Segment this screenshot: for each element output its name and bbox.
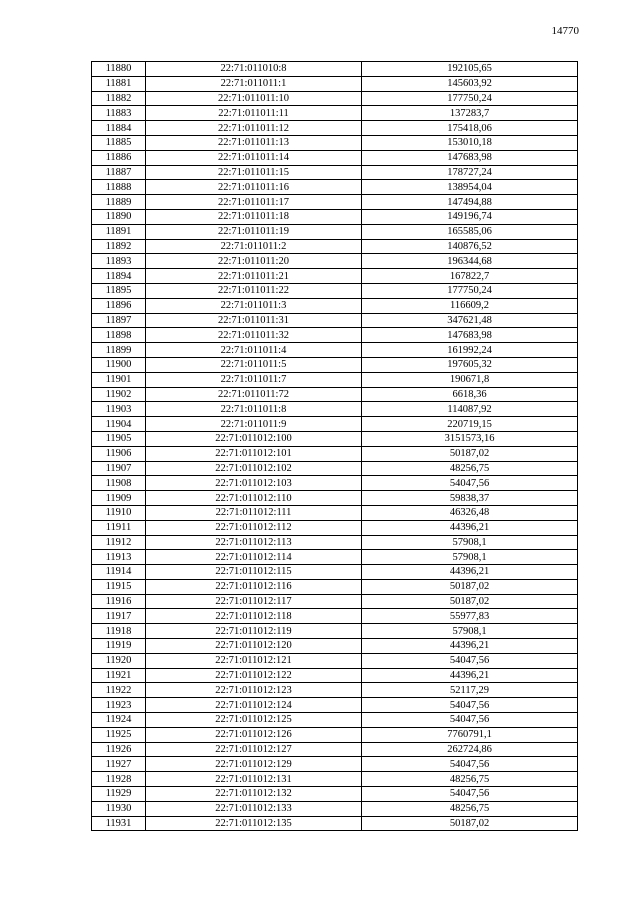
value-cell: 46326,48	[362, 505, 578, 520]
row-number-cell: 11895	[92, 283, 146, 298]
cadastral-number-cell: 22:71:011011:4	[146, 343, 362, 358]
value-cell: 116609,2	[362, 298, 578, 313]
cadastral-number-cell: 22:71:011012:125	[146, 713, 362, 728]
table-row	[92, 491, 578, 506]
cadastral-number-cell: 22:71:011011:1	[146, 76, 362, 91]
registry-table-body	[92, 62, 578, 831]
row-number-cell: 11915	[92, 579, 146, 594]
value-cell: 262724,86	[362, 742, 578, 757]
value-cell: 50187,02	[362, 579, 578, 594]
value-cell: 177750,24	[362, 283, 578, 298]
table-row	[92, 535, 578, 550]
row-number-cell: 11902	[92, 387, 146, 402]
value-cell: 153010,18	[362, 135, 578, 150]
table-row	[92, 742, 578, 757]
cadastral-number-cell: 22:71:011011:9	[146, 417, 362, 432]
value-cell: 190671,8	[362, 372, 578, 387]
value-cell: 57908,1	[362, 624, 578, 639]
table-row	[92, 550, 578, 565]
table-row	[92, 431, 578, 446]
value-cell: 147683,98	[362, 328, 578, 343]
cadastral-number-cell: 22:71:011011:16	[146, 180, 362, 195]
row-number-cell: 11891	[92, 224, 146, 239]
cadastral-number-cell: 22:71:011011:13	[146, 135, 362, 150]
value-cell: 54047,56	[362, 757, 578, 772]
table-row	[92, 476, 578, 491]
value-cell: 147683,98	[362, 150, 578, 165]
cadastral-number-cell: 22:71:011012:121	[146, 653, 362, 668]
cadastral-number-cell: 22:71:011012:112	[146, 520, 362, 535]
value-cell: 145603,92	[362, 76, 578, 91]
cadastral-number-cell: 22:71:011012:132	[146, 787, 362, 802]
row-number-cell: 11911	[92, 520, 146, 535]
table-row	[92, 727, 578, 742]
table-row	[92, 446, 578, 461]
cadastral-number-cell: 22:71:011012:119	[146, 624, 362, 639]
row-number-cell: 11901	[92, 372, 146, 387]
cadastral-number-cell: 22:71:011012:123	[146, 683, 362, 698]
cadastral-number-cell: 22:71:011011:5	[146, 357, 362, 372]
table-row	[92, 757, 578, 772]
row-number-cell: 11881	[92, 76, 146, 91]
cadastral-number-cell: 22:71:011012:126	[146, 727, 362, 742]
row-number-cell: 11887	[92, 165, 146, 180]
table-row	[92, 668, 578, 683]
row-number-cell: 11918	[92, 624, 146, 639]
table-row	[92, 594, 578, 609]
value-cell: 196344,68	[362, 254, 578, 269]
cadastral-number-cell: 22:71:011011:11	[146, 106, 362, 121]
table-row	[92, 106, 578, 121]
value-cell: 48256,75	[362, 801, 578, 816]
row-number-cell: 11885	[92, 135, 146, 150]
value-cell: 44396,21	[362, 668, 578, 683]
row-number-cell: 11922	[92, 683, 146, 698]
table-row	[92, 76, 578, 91]
value-cell: 149196,74	[362, 209, 578, 224]
table-row	[92, 135, 578, 150]
cadastral-number-cell: 22:71:011012:118	[146, 609, 362, 624]
value-cell: 57908,1	[362, 550, 578, 565]
table-row	[92, 62, 578, 77]
row-number-cell: 11906	[92, 446, 146, 461]
value-cell: 50187,02	[362, 446, 578, 461]
value-cell: 44396,21	[362, 639, 578, 654]
cadastral-number-cell: 22:71:011011:15	[146, 165, 362, 180]
cadastral-number-cell: 22:71:011012:103	[146, 476, 362, 491]
table-row	[92, 150, 578, 165]
table-row	[92, 254, 578, 269]
row-number-cell: 11929	[92, 787, 146, 802]
row-number-cell: 11910	[92, 505, 146, 520]
row-number-cell: 11883	[92, 106, 146, 121]
table-row	[92, 387, 578, 402]
table-row	[92, 372, 578, 387]
cadastral-number-cell: 22:71:011011:3	[146, 298, 362, 313]
value-cell: 54047,56	[362, 653, 578, 668]
cadastral-number-cell: 22:71:011012:117	[146, 594, 362, 609]
row-number-cell: 11884	[92, 121, 146, 136]
cadastral-number-cell: 22:71:011011:8	[146, 402, 362, 417]
value-cell: 3151573,16	[362, 431, 578, 446]
row-number-cell: 11890	[92, 209, 146, 224]
table-row	[92, 520, 578, 535]
value-cell: 7760791,1	[362, 727, 578, 742]
value-cell: 54047,56	[362, 698, 578, 713]
row-number-cell: 11896	[92, 298, 146, 313]
row-number-cell: 11903	[92, 402, 146, 417]
row-number-cell: 11924	[92, 713, 146, 728]
table-row	[92, 402, 578, 417]
value-cell: 178727,24	[362, 165, 578, 180]
row-number-cell: 11909	[92, 491, 146, 506]
value-cell: 138954,04	[362, 180, 578, 195]
value-cell: 50187,02	[362, 816, 578, 831]
value-cell: 59838,37	[362, 491, 578, 506]
value-cell: 147494,88	[362, 195, 578, 210]
cadastral-number-cell: 22:71:011011:2	[146, 239, 362, 254]
row-number-cell: 11921	[92, 668, 146, 683]
row-number-cell: 11886	[92, 150, 146, 165]
table-row	[92, 565, 578, 580]
table-row	[92, 772, 578, 787]
cadastral-number-cell: 22:71:011012:113	[146, 535, 362, 550]
value-cell: 220719,15	[362, 417, 578, 432]
row-number-cell: 11880	[92, 62, 146, 77]
table-row	[92, 269, 578, 284]
cadastral-number-cell: 22:71:011011:72	[146, 387, 362, 402]
table-row	[92, 357, 578, 372]
row-number-cell: 11920	[92, 653, 146, 668]
table-row	[92, 505, 578, 520]
cadastral-number-cell: 22:71:011012:127	[146, 742, 362, 757]
cadastral-number-cell: 22:71:011011:7	[146, 372, 362, 387]
table-row	[92, 816, 578, 831]
cadastral-number-cell: 22:71:011012:115	[146, 565, 362, 580]
table-row	[92, 579, 578, 594]
cadastral-number-cell: 22:71:011012:131	[146, 772, 362, 787]
value-cell: 197605,32	[362, 357, 578, 372]
row-number-cell: 11913	[92, 550, 146, 565]
table-row	[92, 180, 578, 195]
row-number-cell: 11907	[92, 461, 146, 476]
value-cell: 54047,56	[362, 713, 578, 728]
value-cell: 177750,24	[362, 91, 578, 106]
value-cell: 6618,36	[362, 387, 578, 402]
cadastral-number-cell: 22:71:011010:8	[146, 62, 362, 77]
value-cell: 50187,02	[362, 594, 578, 609]
row-number-cell: 11892	[92, 239, 146, 254]
row-number-cell: 11914	[92, 565, 146, 580]
cadastral-number-cell: 22:71:011012:120	[146, 639, 362, 654]
row-number-cell: 11917	[92, 609, 146, 624]
row-number-cell: 11905	[92, 431, 146, 446]
cadastral-number-cell: 22:71:011012:124	[146, 698, 362, 713]
registry-table	[91, 61, 578, 831]
cadastral-number-cell: 22:71:011011:22	[146, 283, 362, 298]
cadastral-number-cell: 22:71:011011:12	[146, 121, 362, 136]
cadastral-number-cell: 22:71:011012:135	[146, 816, 362, 831]
cadastral-number-cell: 22:71:011011:21	[146, 269, 362, 284]
row-number-cell: 11897	[92, 313, 146, 328]
row-number-cell: 11923	[92, 698, 146, 713]
cadastral-number-cell: 22:71:011012:114	[146, 550, 362, 565]
cadastral-number-cell: 22:71:011011:32	[146, 328, 362, 343]
table-row	[92, 417, 578, 432]
cadastral-number-cell: 22:71:011011:20	[146, 254, 362, 269]
row-number-cell: 11893	[92, 254, 146, 269]
table-row	[92, 165, 578, 180]
value-cell: 44396,21	[362, 565, 578, 580]
row-number-cell: 11888	[92, 180, 146, 195]
row-number-cell: 11927	[92, 757, 146, 772]
cadastral-number-cell: 22:71:011011:17	[146, 195, 362, 210]
value-cell: 54047,56	[362, 787, 578, 802]
table-row	[92, 328, 578, 343]
cadastral-number-cell: 22:71:011012:133	[146, 801, 362, 816]
value-cell: 347621,48	[362, 313, 578, 328]
table-row	[92, 609, 578, 624]
value-cell: 137283,7	[362, 106, 578, 121]
row-number-cell: 11931	[92, 816, 146, 831]
cadastral-number-cell: 22:71:011012:110	[146, 491, 362, 506]
cadastral-number-cell: 22:71:011012:102	[146, 461, 362, 476]
table-row	[92, 461, 578, 476]
cadastral-number-cell: 22:71:011012:100	[146, 431, 362, 446]
table-row	[92, 313, 578, 328]
table-row	[92, 121, 578, 136]
table-row	[92, 653, 578, 668]
table-row	[92, 683, 578, 698]
row-number-cell: 11925	[92, 727, 146, 742]
row-number-cell: 11919	[92, 639, 146, 654]
table-row	[92, 91, 578, 106]
row-number-cell: 11926	[92, 742, 146, 757]
value-cell: 48256,75	[362, 772, 578, 787]
table-row	[92, 713, 578, 728]
cadastral-number-cell: 22:71:011012:116	[146, 579, 362, 594]
table-row	[92, 787, 578, 802]
table-row	[92, 639, 578, 654]
value-cell: 52117,29	[362, 683, 578, 698]
row-number-cell: 11928	[92, 772, 146, 787]
cadastral-number-cell: 22:71:011011:14	[146, 150, 362, 165]
cadastral-number-cell: 22:71:011011:10	[146, 91, 362, 106]
row-number-cell: 11930	[92, 801, 146, 816]
row-number-cell: 11904	[92, 417, 146, 432]
table-row	[92, 698, 578, 713]
row-number-cell: 11898	[92, 328, 146, 343]
row-number-cell: 11899	[92, 343, 146, 358]
row-number-cell: 11908	[92, 476, 146, 491]
value-cell: 57908,1	[362, 535, 578, 550]
row-number-cell: 11900	[92, 357, 146, 372]
value-cell: 192105,65	[362, 62, 578, 77]
table-row	[92, 224, 578, 239]
cadastral-number-cell: 22:71:011011:19	[146, 224, 362, 239]
value-cell: 161992,24	[362, 343, 578, 358]
value-cell: 114087,92	[362, 402, 578, 417]
table-row	[92, 239, 578, 254]
cadastral-number-cell: 22:71:011012:129	[146, 757, 362, 772]
value-cell: 44396,21	[362, 520, 578, 535]
table-row	[92, 624, 578, 639]
value-cell: 140876,52	[362, 239, 578, 254]
value-cell: 48256,75	[362, 461, 578, 476]
table-row	[92, 195, 578, 210]
cadastral-number-cell: 22:71:011011:18	[146, 209, 362, 224]
row-number-cell: 11882	[92, 91, 146, 106]
row-number-cell: 11912	[92, 535, 146, 550]
row-number-cell: 11916	[92, 594, 146, 609]
row-number-cell: 11889	[92, 195, 146, 210]
value-cell: 165585,06	[362, 224, 578, 239]
table-row	[92, 298, 578, 313]
cadastral-number-cell: 22:71:011012:122	[146, 668, 362, 683]
value-cell: 55977,83	[362, 609, 578, 624]
row-number-cell: 11894	[92, 269, 146, 284]
page-number: 14770	[551, 25, 579, 37]
cadastral-number-cell: 22:71:011011:31	[146, 313, 362, 328]
table-row	[92, 801, 578, 816]
value-cell: 54047,56	[362, 476, 578, 491]
table-row	[92, 343, 578, 358]
value-cell: 167822,7	[362, 269, 578, 284]
cadastral-number-cell: 22:71:011012:101	[146, 446, 362, 461]
cadastral-number-cell: 22:71:011012:111	[146, 505, 362, 520]
table-row	[92, 283, 578, 298]
value-cell: 175418,06	[362, 121, 578, 136]
table-row	[92, 209, 578, 224]
